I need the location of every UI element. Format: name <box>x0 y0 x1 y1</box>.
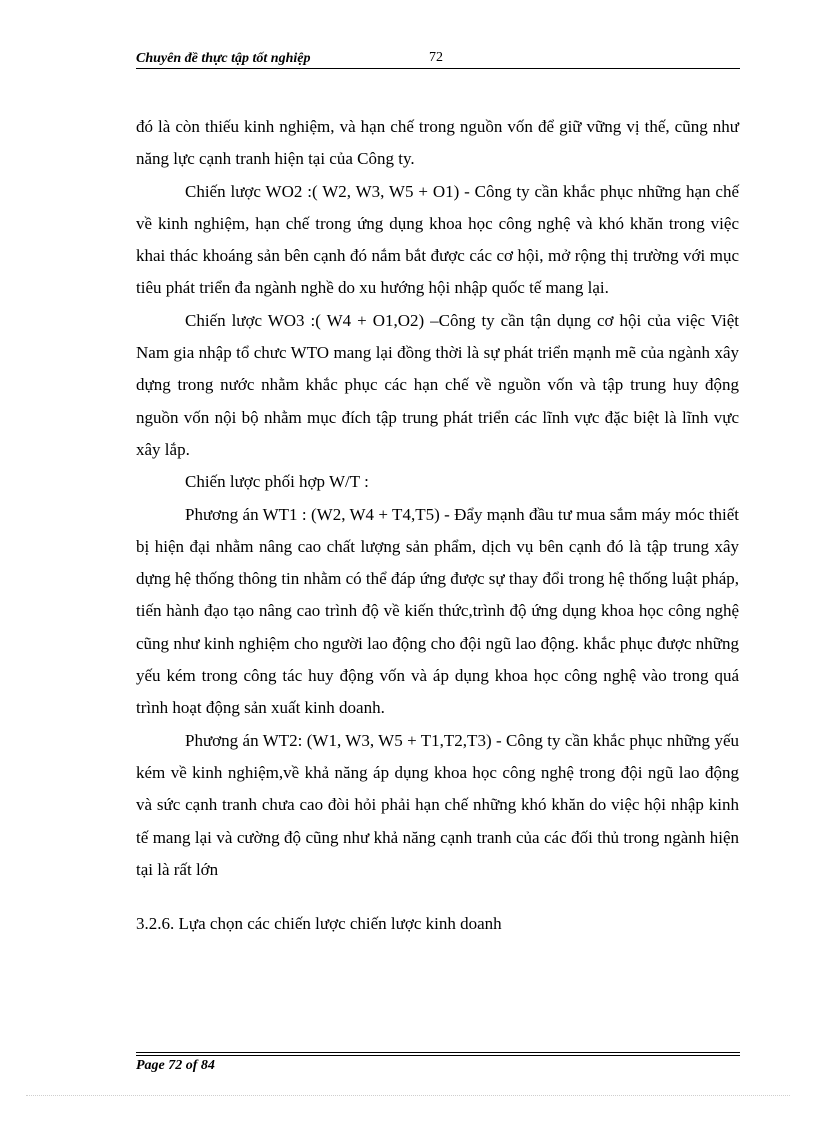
footer-divider-bottom <box>136 1055 740 1056</box>
section-heading: 3.2.6. Lựa chọn các chiến lược chiến lược kinh doanh <box>136 914 502 934</box>
document-body <box>136 111 739 940</box>
header-chapter-title: Chuyên đề thực tập tốt nghiệp <box>136 51 311 66</box>
paragraph: Phương án WT1 : (W2, W4 + T4,T5) - Đẩy mạnh đầu tư mua sắm máy móc thiết bị hiện đại nhằm nâng cao chất lượng sản phẩm, dịch vụ bên cạnh đó là tập trung xây dựng hệ thống thông tin nhằm có thể đáp ứng được sự thay đổi trong hệ thống luật pháp, tiến hành đạo tạo nâng cao trình độ về kiến thức,trình độ ứng dụng khoa học công nghệ cũng như kinh nghiệm cho người lao động cho đội ngũ lao động. khắc phục được những yếu kém trong công tác huy động vốn và áp dụng khoa học công nghệ vào trong quá trình hoạt động sản xuất kinh doanh. <box>136 504 739 718</box>
paragraph: Chiến lược phối hợp W/T : <box>185 472 369 492</box>
page-footer: Page 72 of 84 <box>136 1058 215 1073</box>
paragraph: đó là còn thiếu kinh nghiệm, và hạn chế trong nguồn vốn để giữ vững vị thế, cũng như năng lực cạnh tranh hiện tại của Công ty. <box>136 117 739 169</box>
footer-divider-top <box>136 1052 740 1053</box>
header-divider <box>136 68 740 69</box>
paragraph: Chiến lược WO2 :( W2, W3, W5 + O1) - Công ty cần khắc phục những hạn chế về kinh nghiệm, hạn chế trong ứng dụng khoa học công nghệ và khó khăn trong việc khai thác khoáng sản bên cạnh đó nắm bắt được các cơ hội, mở rộng thị trường với mục tiêu phát triển đa ngành nghề do xu hướng hội nhập quốc tế mang lại. <box>136 181 739 298</box>
paragraph: Phương án WT2: (W1, W3, W5 + T1,T2,T3) - Công ty cần khắc phục những yếu kém về kinh nghiệm,về khả năng áp dụng khoa học công nghệ trong đội ngũ lao động và sức cạnh tranh chưa cao đòi hỏi phải hạn chế những khó khăn do việc hội nhập kinh tế mang lại và cường độ cũng như khả năng cạnh tranh của các đối thủ trong ngành hiện tại là rất lớn <box>136 730 739 879</box>
paragraph: Chiến lược WO3 :( W4 + O1,O2) –Công ty cần tận dụng cơ hội của việc Việt Nam gia nhập tổ chưc WTO mang lại đồng thời là sự phát triển mạnh mẽ của ngành xây dựng trong nước nhằm khắc phục các hạn chế về nguồn vốn và tập trung huy động nguồn vốn nội bộ nhằm mục đích tập trung phát triển các lĩnh vực đặc biệt là lĩnh vực xây lắp. <box>136 310 739 459</box>
page-edge-divider <box>26 1095 790 1096</box>
header-page-number: 72 <box>429 50 443 65</box>
page-header <box>136 48 740 68</box>
